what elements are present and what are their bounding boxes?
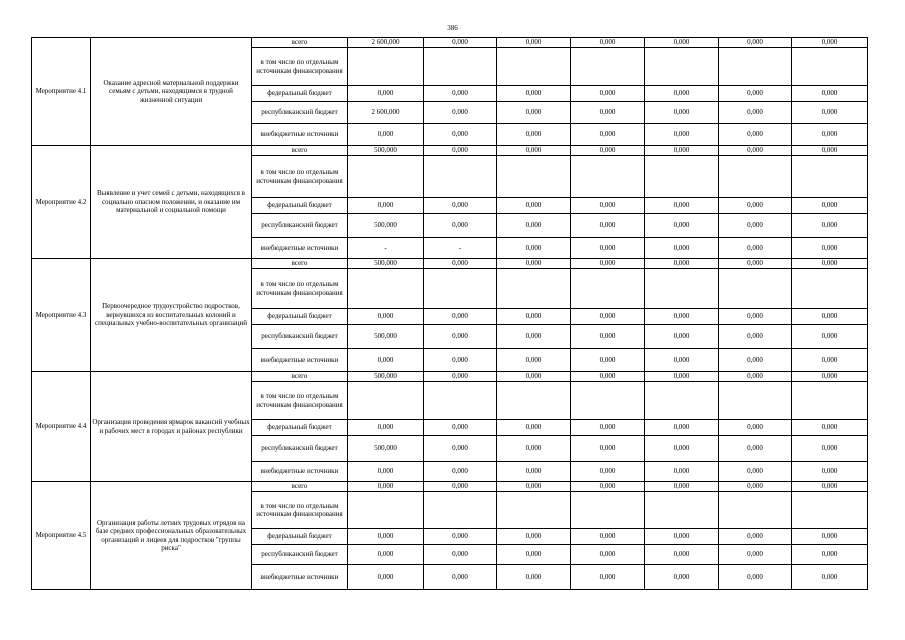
amount-cell: 0,000 [719, 102, 792, 124]
funding-source-label: в том числе по отдельным источникам финансирования [252, 156, 348, 198]
measure-code: Мероприятие 4.1 [32, 38, 91, 146]
measure-title: Выявление и учет семей с детьми, находящихся в социально опасном положении, и оказание им материальной и социальной помощи [91, 146, 252, 259]
amount-cell [348, 156, 424, 198]
table-row [32, 372, 868, 382]
amount-cell: 0,000 [424, 436, 497, 462]
amount-cell: 0,000 [497, 482, 571, 492]
page-number: 386 [447, 24, 458, 32]
amount-cell: 0,000 [424, 482, 497, 492]
amount-cell: 0,000 [497, 565, 571, 590]
amount-cell: 0,000 [645, 38, 719, 48]
amount-cell: 0,000 [424, 529, 497, 545]
amount-cell: 0,000 [348, 529, 424, 545]
amount-cell: 0,000 [792, 545, 868, 565]
amount-cell: 0,000 [719, 349, 792, 372]
measure-title: Организация проведения ярмарок вакансий учебных и рабочих мест в городах и районах республики [91, 372, 252, 482]
amount-cell [348, 269, 424, 309]
amount-cell: 0,000 [792, 238, 868, 259]
amount-cell: 0,000 [645, 309, 719, 325]
table-row [32, 482, 868, 492]
amount-cell: 0,000 [424, 565, 497, 590]
funding-source-label: в том числе по отдельным источникам финансирования [252, 269, 348, 309]
amount-cell: 0,000 [719, 198, 792, 214]
amount-cell: 0,000 [645, 372, 719, 382]
amount-cell: 0,000 [645, 349, 719, 372]
amount-cell: 0,000 [792, 325, 868, 349]
amount-cell: 500,000 [348, 146, 424, 156]
amount-cell: 0,000 [571, 309, 645, 325]
amount-cell: 0,000 [792, 565, 868, 590]
amount-cell: 0,000 [348, 565, 424, 590]
amount-cell: 0,000 [571, 146, 645, 156]
amount-cell: - [348, 238, 424, 259]
amount-cell [719, 492, 792, 529]
amount-cell: 0,000 [497, 349, 571, 372]
amount-cell: 0,000 [348, 420, 424, 436]
amount-cell: 0,000 [424, 198, 497, 214]
funding-source-label: республиканский бюджет [252, 102, 348, 124]
amount-cell: 0,000 [497, 325, 571, 349]
amount-cell: 0,000 [571, 349, 645, 372]
funding-source-label: федеральный бюджет [252, 420, 348, 436]
budget-table [31, 37, 868, 590]
amount-cell: 0,000 [571, 259, 645, 269]
amount-cell: 0,000 [719, 124, 792, 146]
amount-cell: 0,000 [645, 436, 719, 462]
amount-cell: 0,000 [571, 545, 645, 565]
amount-cell: 0,000 [571, 238, 645, 259]
amount-cell [645, 492, 719, 529]
amount-cell [719, 48, 792, 86]
amount-cell: 500,000 [348, 259, 424, 269]
amount-cell: 0,000 [571, 482, 645, 492]
amount-cell [792, 156, 868, 198]
amount-cell [571, 269, 645, 309]
amount-cell: 0,000 [645, 482, 719, 492]
funding-source-label: федеральный бюджет [252, 86, 348, 102]
amount-cell [424, 382, 497, 420]
funding-source-label: всего [252, 38, 348, 48]
amount-cell [348, 382, 424, 420]
amount-cell: 0,000 [424, 420, 497, 436]
amount-cell: 0,000 [348, 462, 424, 482]
amount-cell: 0,000 [571, 124, 645, 146]
amount-cell: 0,000 [571, 325, 645, 349]
amount-cell: 0,000 [719, 545, 792, 565]
table-row [32, 38, 868, 48]
amount-cell: 0,000 [792, 102, 868, 124]
amount-cell: 0,000 [645, 529, 719, 545]
amount-cell: 0,000 [571, 102, 645, 124]
table-row [32, 259, 868, 269]
amount-cell: 0,000 [497, 238, 571, 259]
amount-cell: 0,000 [571, 38, 645, 48]
amount-cell: 0,000 [792, 124, 868, 146]
amount-cell: 0,000 [424, 309, 497, 325]
amount-cell [792, 48, 868, 86]
amount-cell: 0,000 [497, 124, 571, 146]
amount-cell: 0,000 [497, 146, 571, 156]
amount-cell: 0,000 [497, 529, 571, 545]
amount-cell: 0,000 [719, 462, 792, 482]
amount-cell: 0,000 [645, 545, 719, 565]
measure-code: Мероприятие 4.5 [32, 482, 91, 590]
amount-cell: 0,000 [719, 436, 792, 462]
amount-cell: 0,000 [424, 38, 497, 48]
amount-cell: 0,000 [719, 309, 792, 325]
amount-cell: 0,000 [792, 529, 868, 545]
amount-cell [645, 48, 719, 86]
amount-cell: 500,000 [348, 436, 424, 462]
amount-cell: 2 600,000 [348, 38, 424, 48]
amount-cell [497, 382, 571, 420]
amount-cell: 0,000 [424, 349, 497, 372]
funding-source-label: республиканский бюджет [252, 214, 348, 238]
amount-cell: 0,000 [719, 86, 792, 102]
amount-cell: - [424, 238, 497, 259]
amount-cell: 0,000 [424, 325, 497, 349]
funding-source-label: всего [252, 259, 348, 269]
amount-cell: 0,000 [645, 146, 719, 156]
amount-cell [719, 269, 792, 309]
amount-cell: 0,000 [424, 372, 497, 382]
amount-cell [424, 492, 497, 529]
measure-title: Организация работы летних трудовых отрядов на базе средних профессиональных образовательных организаций и лицеев для подростков "группы риска" [91, 482, 252, 590]
amount-cell: 0,000 [792, 214, 868, 238]
amount-cell: 0,000 [497, 462, 571, 482]
amount-cell: 0,000 [497, 102, 571, 124]
amount-cell [792, 269, 868, 309]
amount-cell: 0,000 [719, 529, 792, 545]
amount-cell: 0,000 [645, 259, 719, 269]
amount-cell [719, 382, 792, 420]
funding-source-label: в том числе по отдельным источникам финансирования [252, 382, 348, 420]
funding-source-label: внебюджетные источники [252, 238, 348, 259]
funding-source-label: республиканский бюджет [252, 325, 348, 349]
amount-cell: 0,000 [792, 436, 868, 462]
funding-source-label: федеральный бюджет [252, 198, 348, 214]
amount-cell: 0,000 [424, 124, 497, 146]
amount-cell: 0,000 [571, 86, 645, 102]
amount-cell: 0,000 [348, 349, 424, 372]
amount-cell [424, 269, 497, 309]
amount-cell: 0,000 [497, 436, 571, 462]
amount-cell: 0,000 [571, 436, 645, 462]
funding-source-label: всего [252, 372, 348, 382]
amount-cell [348, 48, 424, 86]
amount-cell [645, 156, 719, 198]
amount-cell: 0,000 [497, 198, 571, 214]
amount-cell: 0,000 [348, 482, 424, 492]
amount-cell: 0,000 [792, 420, 868, 436]
amount-cell: 0,000 [719, 238, 792, 259]
amount-cell: 0,000 [719, 325, 792, 349]
amount-cell: 0,000 [424, 545, 497, 565]
amount-cell: 0,000 [792, 309, 868, 325]
measure-code: Мероприятие 4.2 [32, 146, 91, 259]
amount-cell [719, 156, 792, 198]
amount-cell: 0,000 [348, 198, 424, 214]
amount-cell: 500,000 [348, 325, 424, 349]
measure-title: Оказание адресной материальной поддержки семьям с детьми, находящимся в трудной жизненной ситуации [91, 38, 252, 146]
measure-code: Мероприятие 4.4 [32, 372, 91, 482]
amount-cell: 0,000 [792, 259, 868, 269]
amount-cell: 0,000 [719, 565, 792, 590]
amount-cell: 0,000 [792, 462, 868, 482]
funding-source-label: федеральный бюджет [252, 309, 348, 325]
amount-cell: 0,000 [571, 565, 645, 590]
amount-cell [571, 382, 645, 420]
funding-source-label: в том числе по отдельным источникам финансирования [252, 492, 348, 529]
amount-cell [497, 492, 571, 529]
amount-cell [424, 48, 497, 86]
amount-cell [348, 492, 424, 529]
amount-cell: 0,000 [645, 124, 719, 146]
amount-cell: 0,000 [645, 198, 719, 214]
amount-cell: 0,000 [497, 420, 571, 436]
amount-cell: 0,000 [792, 198, 868, 214]
amount-cell: 500,000 [348, 372, 424, 382]
amount-cell: 0,000 [348, 545, 424, 565]
funding-source-label: всего [252, 482, 348, 492]
amount-cell: 0,000 [792, 372, 868, 382]
amount-cell [497, 48, 571, 86]
amount-cell: 0,000 [719, 482, 792, 492]
amount-cell: 0,000 [645, 565, 719, 590]
amount-cell [792, 492, 868, 529]
funding-source-label: федеральный бюджет [252, 529, 348, 545]
amount-cell [792, 382, 868, 420]
amount-cell: 0,000 [424, 146, 497, 156]
amount-cell: 0,000 [719, 214, 792, 238]
amount-cell: 0,000 [719, 420, 792, 436]
amount-cell [571, 492, 645, 529]
amount-cell [497, 156, 571, 198]
funding-source-label: всего [252, 146, 348, 156]
funding-source-label: внебюджетные источники [252, 124, 348, 146]
amount-cell: 0,000 [497, 372, 571, 382]
amount-cell: 0,000 [571, 214, 645, 238]
amount-cell: 0,000 [497, 259, 571, 269]
amount-cell: 0,000 [497, 214, 571, 238]
amount-cell: 0,000 [571, 529, 645, 545]
amount-cell: 0,000 [645, 102, 719, 124]
amount-cell: 0,000 [645, 420, 719, 436]
amount-cell [497, 269, 571, 309]
amount-cell: 0,000 [792, 482, 868, 492]
funding-source-label: республиканский бюджет [252, 545, 348, 565]
amount-cell: 0,000 [645, 238, 719, 259]
funding-source-label: внебюджетные источники [252, 349, 348, 372]
measure-code: Мероприятие 4.3 [32, 259, 91, 372]
amount-cell: 0,000 [719, 372, 792, 382]
amount-cell: 0,000 [497, 309, 571, 325]
funding-source-label: внебюджетные источники [252, 462, 348, 482]
amount-cell: 0,000 [792, 349, 868, 372]
amount-cell [645, 382, 719, 420]
amount-cell: 500,000 [348, 214, 424, 238]
amount-cell: 0,000 [719, 146, 792, 156]
funding-source-label: внебюджетные источники [252, 565, 348, 590]
amount-cell: 0,000 [571, 198, 645, 214]
amount-cell [571, 48, 645, 86]
amount-cell: 0,000 [424, 259, 497, 269]
amount-cell: 0,000 [424, 86, 497, 102]
amount-cell: 0,000 [792, 86, 868, 102]
amount-cell: 0,000 [424, 214, 497, 238]
funding-source-label: республиканский бюджет [252, 436, 348, 462]
amount-cell [424, 156, 497, 198]
amount-cell: 0,000 [424, 462, 497, 482]
table-row [32, 146, 868, 156]
amount-cell: 0,000 [645, 462, 719, 482]
amount-cell: 0,000 [348, 309, 424, 325]
amount-cell: 0,000 [497, 545, 571, 565]
amount-cell: 0,000 [571, 420, 645, 436]
amount-cell [571, 156, 645, 198]
measure-title: Первоочередное трудоустройство подростков, вернувшихся из воспитательных колоний и специальных учебно-воспитательных организаций [91, 259, 252, 372]
amount-cell [645, 269, 719, 309]
amount-cell: 0,000 [497, 38, 571, 48]
amount-cell: 2 600,000 [348, 102, 424, 124]
amount-cell: 0,000 [645, 325, 719, 349]
amount-cell: 0,000 [719, 38, 792, 48]
amount-cell: 0,000 [424, 102, 497, 124]
amount-cell: 0,000 [571, 462, 645, 482]
amount-cell: 0,000 [645, 86, 719, 102]
amount-cell: 0,000 [497, 86, 571, 102]
amount-cell: 0,000 [571, 372, 645, 382]
amount-cell: 0,000 [348, 124, 424, 146]
amount-cell: 0,000 [645, 214, 719, 238]
amount-cell: 0,000 [348, 86, 424, 102]
funding-source-label: в том числе по отдельным источникам финансирования [252, 48, 348, 86]
amount-cell: 0,000 [792, 38, 868, 48]
amount-cell: 0,000 [792, 146, 868, 156]
amount-cell: 0,000 [719, 259, 792, 269]
